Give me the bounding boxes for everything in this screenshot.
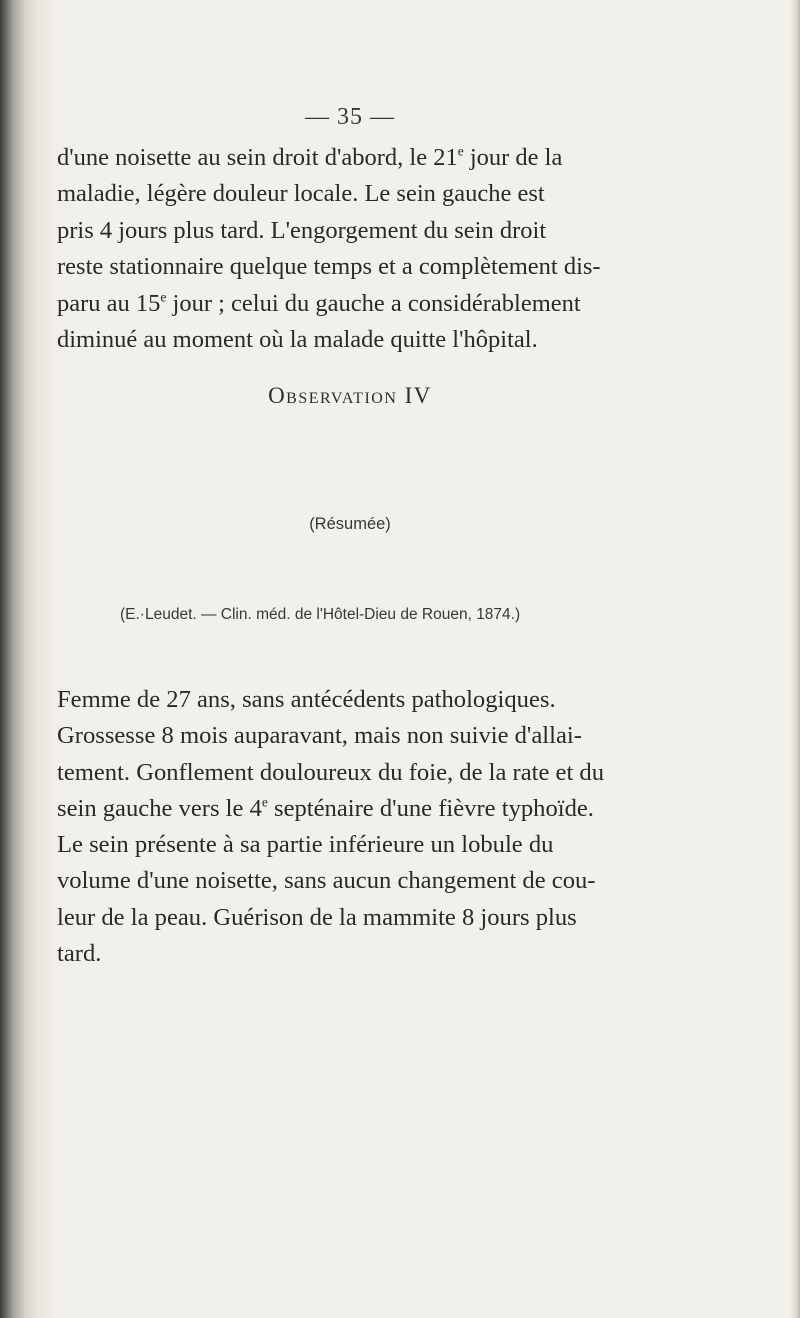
text-line: tard. [57, 940, 102, 968]
text-line: sein gauche vers le 4e septénaire d'une fièvre typhoïde. [57, 794, 594, 822]
observation-subheading: (Résumée) [309, 515, 391, 533]
observation-heading: Observation IV [268, 383, 432, 408]
text-line: leur de la peau. Guérison de la mammite 8 jours plus [57, 903, 577, 931]
text-line: Le sein présente à sa partie inférieure un lobule du [57, 831, 554, 859]
text-line: paru au 15e jour ; celui du gauche a considérablement [57, 289, 581, 317]
observation-source: (E.·Leudet. — Clin. méd. de l'Hôtel-Dieu de Rouen, 1874.) [120, 606, 521, 623]
text-line: Femme de 27 ans, sans antécédents pathologiques. [57, 686, 556, 713]
text-line: diminué au moment où la malade quitte l'hôpital. [57, 326, 538, 354]
text-line: Grossesse 8 mois auparavant, mais non suivie d'allai- [57, 722, 582, 750]
text-line: pris 4 jours plus tard. L'engorgement du sein droit [57, 216, 547, 244]
observation-body [57, 682, 687, 972]
page-number: — 35 — [305, 104, 395, 130]
text-line: reste stationnaire quelque temps et a complètement dis- [57, 253, 601, 281]
text-line: volume d'une noisette, sans aucun changement de cou- [57, 867, 596, 895]
text-line: maladie, légère douleur locale. Le sein gauche est [57, 180, 545, 208]
text-line: d'une noisette au sein droit d'abord, le 21e jour de la [57, 143, 563, 171]
text-line: tement. Gonflement douloureux du foie, de la rate et du [57, 758, 605, 786]
paragraph-continuation [57, 140, 687, 358]
page-edge [790, 0, 800, 1318]
